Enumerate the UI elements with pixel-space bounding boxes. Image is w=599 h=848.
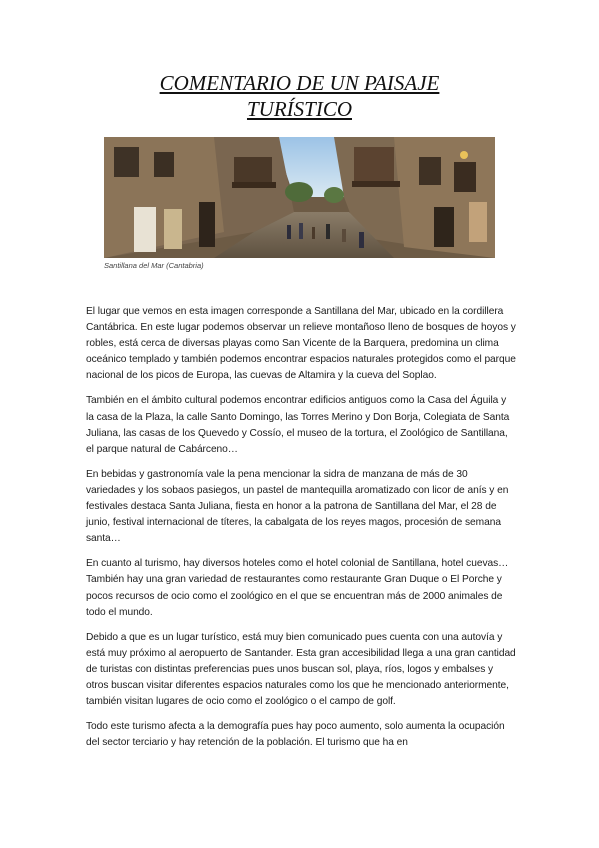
title-line-1: COMENTARIO DE UN PAISAJE [159,71,440,95]
document-body [86,304,516,760]
document-title [0,70,599,122]
paragraph-location: El lugar que vemos en esta imagen corresponde a Santillana del Mar, ubicado en la cordillera Cantábrica. En este lugar podemos observar un relieve montañoso lleno de bosques de hoyos y robles, está cerca de diversas playas como San Vicente de la Barquera, predomina un clima oceánico templado y también podemos encontrar espacios naturales protegidos como el parque nacional de los picos de Europa, las cuevas de Altamira y la cueva del Soplao. [86,306,516,382]
title-line-2: TURÍSTICO [246,97,352,121]
paragraph-tourism: En cuanto al turismo, hay diversos hoteles como el hotel colonial de Santillana, hotel cuevas… También hay una gran variedad de restaurantes como restaurante Gran Duque o El Porche y pocos recursos de ocio como el zoológico en el que se encuentran más de 2000 animales de todo el mundo. [86,558,509,618]
santillana-street-photo [104,137,495,258]
paragraph-accessibility: Debido a que es un lugar turístico, está muy bien comunicado pues cuenta con una autovía y está muy próximo al aeropuerto de Santander. Esta gran accesibilidad llega a una gran cantidad de turistas con distintas preferencias pues unos buscan sol, playa, ríos, logos y embalses y otros buscan visitar diferentes espacios naturales como los que he mencionado anteriormente, también visitan lugares de ocio como el zoológico o el campo de golf. [86,631,516,708]
paragraph-culture: También en el ámbito cultural podemos encontrar edificios antiguos como la Casa del Águila y la casa de la Plaza, la calle Santo Domingo, las Torres Merino y Don Borja, Colegiata de Santa Juliana, las casas de los Quevedo y Cossío, el museo de la tortura, el Zoológico de Santillana, el parque natural de Cabárceno… [86,395,510,455]
paragraph-gastronomy: En bebidas y gastronomía vale la pena mencionar la sidra de manzana de más de 30 variedades y los sobaos pasiegos, un pastel de mantequilla aromatizado con licor de anís y en festivales destaca Santa Juliana, fiesta en honor a la patrona de Santillana del Mar, el 28 de junio, festival internacional de títeres, la cabalgata de los reyes magos, procesión de semana santa… [86,468,509,545]
photo-caption: Santillana del Mar (Cantabria) [104,261,204,270]
street-scene-illustration [104,137,495,258]
paragraph-demography: Todo este turismo afecta a la demografía pues hay poco aumento, solo aumenta la ocupación del sector terciario y hay retención de la población. El turismo que ha en [86,721,505,749]
